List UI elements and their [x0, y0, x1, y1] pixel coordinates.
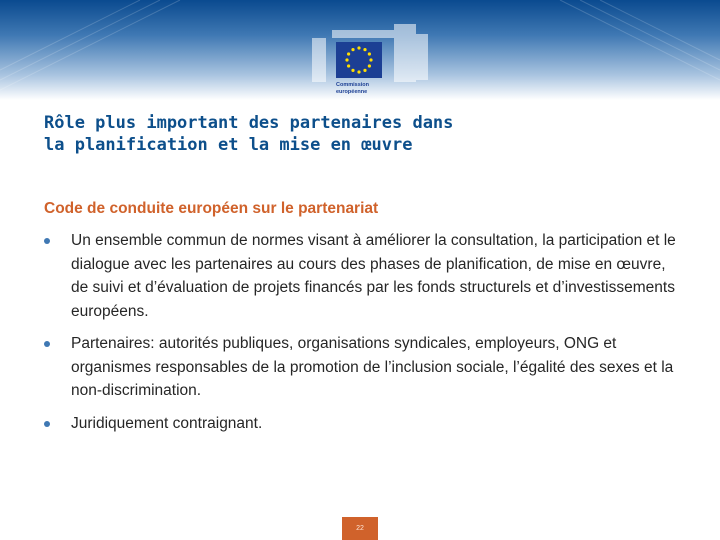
eu-star-icon [347, 64, 350, 67]
bullet-list [44, 229, 684, 444]
eu-star-icon [357, 46, 360, 49]
eu-flag-icon [336, 42, 382, 78]
header-banner [0, 0, 720, 100]
page-number-badge: 22 [342, 517, 378, 540]
title-line-1: Rôle plus important des partenaires dans [44, 113, 454, 133]
eu-commission-logo [326, 40, 396, 100]
eu-star-icon [369, 58, 372, 61]
eu-star-icon [347, 52, 350, 55]
logo-text [336, 82, 396, 95]
eu-star-icon [351, 48, 354, 51]
title-line-2: la planification et la mise en œuvre [44, 135, 413, 155]
bullet-item [44, 412, 684, 436]
bullet-item [44, 332, 684, 403]
bullet-dot-icon [44, 238, 50, 244]
eu-star-icon [368, 64, 371, 67]
bullet-dot-icon [44, 421, 50, 427]
eu-star-icon [345, 58, 348, 61]
eu-star-icon [368, 52, 371, 55]
bullet-dot-icon [44, 341, 50, 347]
eu-star-icon [363, 69, 366, 72]
logo-text-line2: européenne [336, 88, 368, 95]
bullet-text: Juridiquement contraignant. [71, 414, 263, 432]
eu-star-icon [351, 69, 354, 72]
bullet-item [44, 229, 684, 323]
eu-star-icon [357, 70, 360, 73]
slide-title [44, 112, 664, 156]
bullet-text: Un ensemble commun de normes visant à améliorer la consultation, la participation et le dialogue avec les partenaires au cours des phases de planification, de mise en œuvre, de suivi et d’évaluation de projets financés par les fonds structurels et d’investissements européens. [71, 232, 676, 320]
bullet-text: Partenaires: autorités publiques, organisations syndicales, employeurs, ONG et organismes responsables de la promotion de l’inclusion sociale, l’égalité des sexes et la non-discrimination. [71, 335, 674, 399]
logo-text-line1: Commission [336, 82, 370, 88]
eu-star-icon [363, 48, 366, 51]
slide-subheading: Code de conduite européen sur le partenariat [44, 200, 379, 217]
